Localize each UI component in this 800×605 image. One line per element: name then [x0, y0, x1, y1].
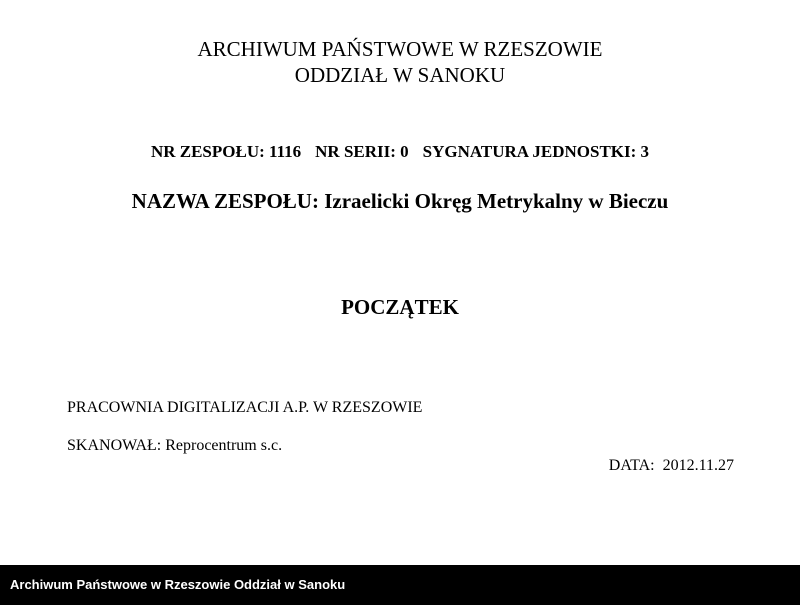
fond-name-line — [0, 189, 800, 213]
section-marker: POCZĄTEK — [341, 295, 459, 319]
unit-signature: SYGNATURA JEDNOSTKI: 3 — [422, 142, 650, 161]
archive-branch: ODDZIAŁ W SANOKU — [294, 63, 506, 87]
archive-name: ARCHIWUM PAŃSTWOWE W RZESZOWIE — [197, 37, 603, 61]
fond-name-value: Izraelicki Okręg Metrykalny w Bieczu — [324, 189, 669, 213]
footer-bar — [0, 565, 800, 605]
fond-number: NR ZESPOŁU: 1116 — [150, 142, 302, 161]
footer-caption: Archiwum Państwowe w Rzeszowie Oddział w Sanoku — [10, 577, 346, 592]
scanned-by: SKANOWAŁ: Reprocentrum s.c. — [67, 437, 283, 454]
fond-name-label: NAZWA ZESPOŁU: — [131, 189, 319, 213]
metadata-line — [0, 142, 800, 162]
scan-date: DATA: 2012.11.27 — [608, 457, 734, 474]
series-number: NR SERII: 0 — [315, 142, 409, 161]
digitization-workshop: PRACOWNIA DIGITALIZACJI A.P. W RZESZOWIE — [67, 399, 423, 416]
